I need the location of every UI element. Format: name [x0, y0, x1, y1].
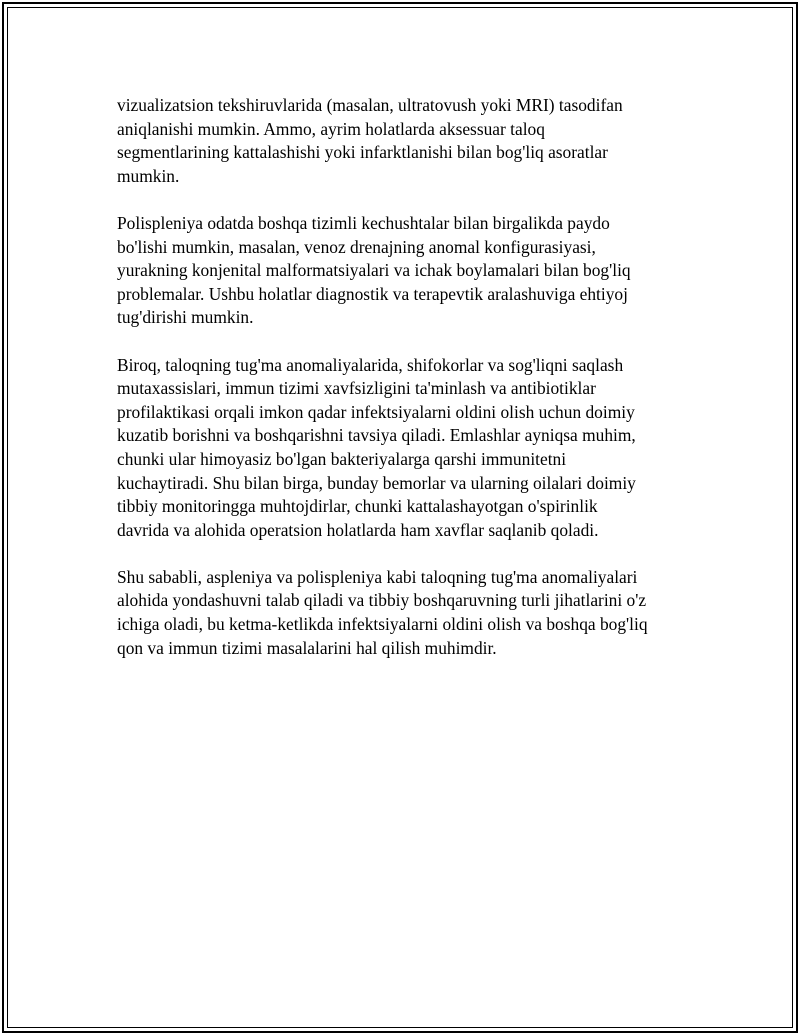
paragraph: vizualizatsion tekshiruvlarida (masalan, ultratovush yoki MRI) tasodifan aniqlanishi mumkin. Ammo, ayrim holatlarda aksessuar taloq segmentlarining kattalashishi yoki infarktlanishi bilan bog'liq asoratlar mumkin. [117, 95, 623, 186]
paragraph: Shu sababli, aspleniya va polispleniya kabi taloqning tug'ma anomaliyalari alohida yondashuvni talab qiladi va tibbiy boshqaruvning turli jihatlarini o'z ichiga oladi, bu ketma-ketlikda infektsiyalarni oldini olish va boshqa bog'liq qon va immun tizimi masalalarini hal qilish muhimdir. [117, 566, 648, 658]
paragraph: Biroq, taloqning tug'ma anomaliyalarida, shifokorlar va sog'liqni saqlash mutaxassislari, immun tizimi xavfsizligini ta'minlash va antibiotiklar profilaktikasi orqali imkon qadar infektsiyalarni oldini olish uchun doimiy kuzatib borishni va boshqarishni tavsiya qiladi. Emlashlar ayniqsa muhim, chunki ular himoyasiz bo'lgan bakteriyalarga qarshi immunitetni kuchaytiradi. Shu bilan birga, bunday bemorlar va ularning oilalari doimiy tibbiy monitoringga muhtojdirlar, chunki kattalashayotgan o'spirinlik davrida va alohida operatsion holatlarda ham xavflar saqlanib qoladi. [117, 354, 636, 540]
paragraph: Polispleniya odatda boshqa tizimli kechushtalar bilan birgalikda paydo bo'lishi mumkin, masalan, venoz drenajning anomal konfigurasiyasi, yurakning konjenital malformatsiyalari va ichak boylamalari bilan bog'liq problemalar. Ushbu holatlar diagnostik va terapevtik aralashuviga ehtiyoj tug'dirishi mumkin. [117, 212, 631, 328]
document-body [117, 94, 697, 684]
